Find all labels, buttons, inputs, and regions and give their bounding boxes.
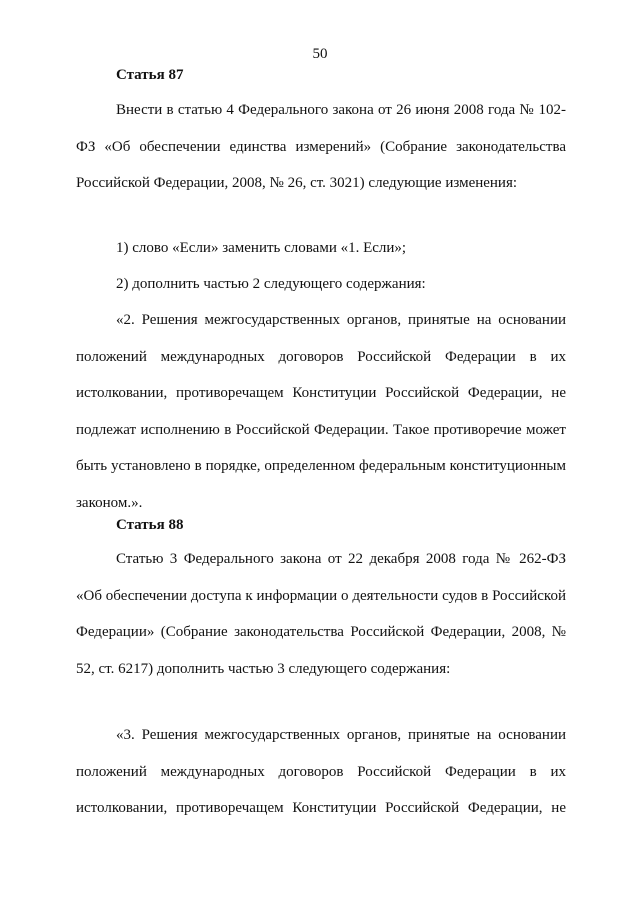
article-88-heading: Статья 88: [116, 517, 184, 533]
article-87-heading: Статья 87: [116, 67, 184, 83]
article-88-quote: «3. Решения межгосударственных органов, принятые на основании положений международных договоров Российской Федерации в их истолковании, противоречащем Конституции Российской Федерации, не: [76, 727, 566, 816]
article-88-intro: Статью 3 Федерального закона от 22 декабря 2008 года № 262-ФЗ «Об обеспечении доступа к информации о деятельности судов в Российской Федерации» (Собрание законодательства Российской Федерации, 2008, № 52, ст. 6217) дополнить частью 3 следующего содержания:: [76, 551, 566, 677]
page-number: 50: [312, 46, 328, 62]
article-87-quote: «2. Решения межгосударственных органов, принятые на основании положений международных договоров Российской Федерации в их истолковании, противоречащем Конституции Российской Федерации, не подлежат исполнению в Российской Федерации. Такое противоречие может быть установлено в порядке, определенном федеральным конституционным законом.».: [76, 312, 566, 511]
article-87-intro: Внести в статью 4 Федерального закона от 26 июня 2008 года № 102-ФЗ «Об обеспечении единства измерений» (Собрание законодательства Российской Федерации, 2008, № 26, ст. 3021) следующие изменения:: [76, 102, 566, 191]
article-87-item-1: 1) слово «Если» заменить словами «1. Если»;: [116, 240, 407, 256]
article-87-item-2: 2) дополнить частью 2 следующего содержания:: [116, 276, 426, 292]
